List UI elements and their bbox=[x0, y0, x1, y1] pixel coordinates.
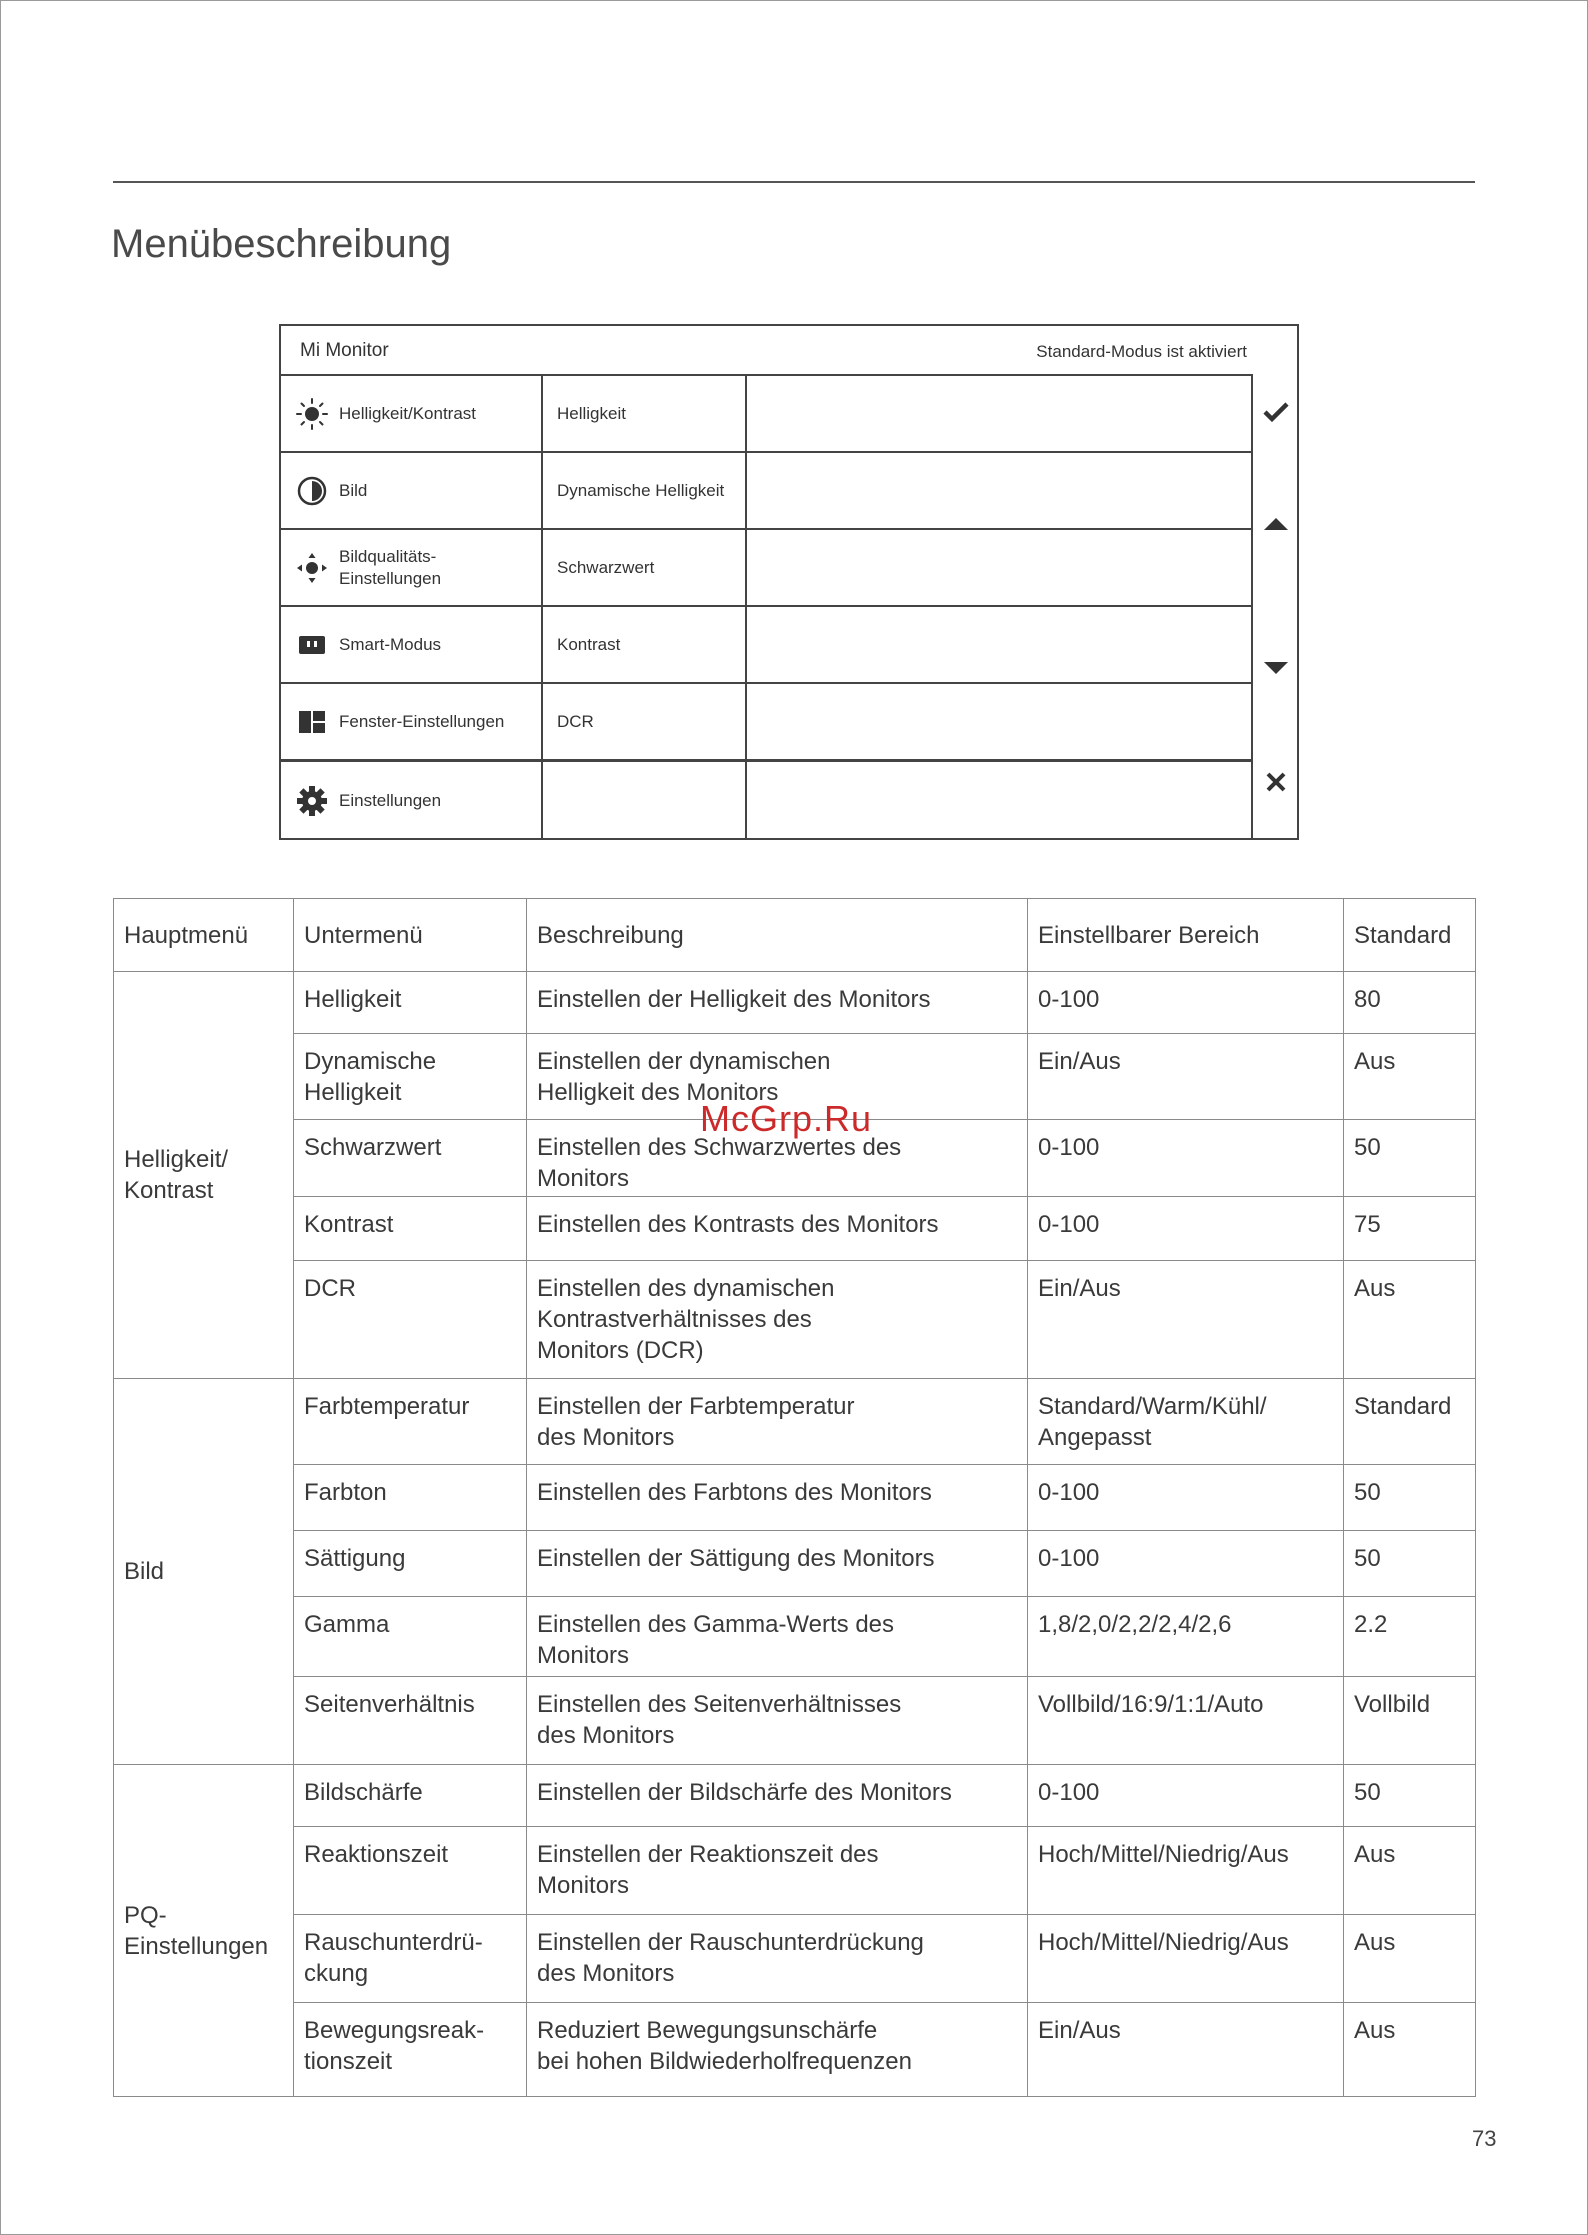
description-cell: Einstellen der Reaktionszeit des Monitors bbox=[527, 1827, 1028, 1915]
header-default: Standard bbox=[1344, 899, 1476, 972]
table-row bbox=[114, 1915, 1476, 2003]
range-cell: Standard/Warm/Kühl/ Angepasst bbox=[1028, 1379, 1344, 1465]
description-cell: Einstellen der Bildschärfe des Monitors bbox=[527, 1765, 1028, 1827]
table-row bbox=[114, 1827, 1476, 1915]
range-cell: Vollbild/16:9/1:1/Auto bbox=[1028, 1677, 1344, 1765]
default-cell: 50 bbox=[1344, 1765, 1476, 1827]
contrast-circle-icon bbox=[295, 474, 329, 508]
osd-value-area bbox=[747, 530, 1251, 605]
range-cell: Hoch/Mittel/Niedrig/Aus bbox=[1028, 1915, 1344, 2003]
range-cell: 0-100 bbox=[1028, 1765, 1344, 1827]
osd-menu-label: Bildqualitäts- Einstellungen bbox=[339, 546, 442, 588]
osd-value-area bbox=[747, 607, 1251, 682]
smart-mode-icon bbox=[295, 628, 329, 662]
table-row bbox=[114, 1531, 1476, 1597]
table-row bbox=[114, 1197, 1476, 1261]
osd-menu-label: Fenster-Einstellungen bbox=[339, 711, 505, 731]
osd-row-settings[interactable] bbox=[281, 761, 1251, 840]
submenu-cell: Reaktionszeit bbox=[294, 1827, 527, 1915]
default-cell: 2.2 bbox=[1344, 1597, 1476, 1677]
osd-menu-label: Helligkeit/Kontrast bbox=[339, 403, 477, 423]
osd-row-smart-mode[interactable] bbox=[281, 607, 1251, 684]
submenu-cell: DCR bbox=[294, 1261, 527, 1379]
main-menu-cell: PQ- Einstellungen bbox=[114, 1765, 294, 2097]
default-cell: 75 bbox=[1344, 1197, 1476, 1261]
submenu-cell: Schwarzwert bbox=[294, 1120, 527, 1197]
submenu-cell: Bewegungsreak- tionszeit bbox=[294, 2003, 527, 2097]
table-row bbox=[114, 972, 1476, 1034]
gear-icon bbox=[295, 784, 329, 818]
description-cell: Einstellen des Seitenverhältnisses des Monitors bbox=[527, 1677, 1028, 1765]
sun-icon bbox=[295, 397, 329, 431]
range-cell: 0-100 bbox=[1028, 1120, 1344, 1197]
osd-submenu-label: Kontrast bbox=[557, 634, 621, 654]
description-cell: Einstellen des Schwarzwertes des Monitors bbox=[527, 1120, 1028, 1197]
description-cell: Einstellen des Gamma-Werts des Monitors bbox=[527, 1597, 1028, 1677]
default-cell: Aus bbox=[1344, 1261, 1476, 1379]
range-cell: 0-100 bbox=[1028, 1197, 1344, 1261]
header-submenu: Untermenü bbox=[294, 899, 527, 972]
range-cell: Hoch/Mittel/Niedrig/Aus bbox=[1028, 1827, 1344, 1915]
osd-header bbox=[281, 326, 1297, 376]
close-icon[interactable] bbox=[1253, 762, 1299, 802]
osd-panel bbox=[279, 324, 1299, 840]
osd-submenu-label: Dynamische Helligkeit bbox=[557, 480, 725, 500]
osd-menu-label: Einstellungen bbox=[339, 791, 442, 810]
description-cell: Einstellen des dynamischen Kontrastverhältnisses des Monitors (DCR) bbox=[527, 1261, 1028, 1379]
description-cell: Einstellen des Farbtons des Monitors bbox=[527, 1465, 1028, 1531]
osd-submenu-label: Schwarzwert bbox=[557, 557, 655, 577]
submenu-cell: Farbton bbox=[294, 1465, 527, 1531]
header-description: Beschreibung bbox=[527, 899, 1028, 972]
description-cell: Einstellen des Kontrasts des Monitors bbox=[527, 1197, 1028, 1261]
range-cell: 1,8/2,0/2,2/2,4/2,6 bbox=[1028, 1597, 1344, 1677]
description-cell: Einstellen der Helligkeit des Monitors bbox=[527, 972, 1028, 1034]
top-rule bbox=[113, 181, 1475, 183]
header-range: Einstellbarer Bereich bbox=[1028, 899, 1344, 972]
submenu-cell: Farbtemperatur bbox=[294, 1379, 527, 1465]
osd-side-controls bbox=[1253, 374, 1299, 840]
description-cell: Reduziert Bewegungsunschärfe bei hohen Bildwiederholfrequenzen bbox=[527, 2003, 1028, 2097]
default-cell: Aus bbox=[1344, 1827, 1476, 1915]
osd-value-area bbox=[747, 376, 1251, 451]
osd-menu-grid bbox=[281, 374, 1253, 840]
table-row bbox=[114, 2003, 1476, 2097]
up-arrow-icon[interactable] bbox=[1253, 504, 1299, 544]
osd-value-area bbox=[747, 762, 1251, 840]
range-cell: 0-100 bbox=[1028, 972, 1344, 1034]
default-cell: Aus bbox=[1344, 1034, 1476, 1120]
submenu-cell: Bildschärfe bbox=[294, 1765, 527, 1827]
menu-description-table bbox=[113, 898, 1476, 2097]
table-row bbox=[114, 1765, 1476, 1827]
default-cell: Standard bbox=[1344, 1379, 1476, 1465]
osd-row-picture[interactable] bbox=[281, 453, 1251, 530]
table-row bbox=[114, 1261, 1476, 1379]
table-row bbox=[114, 1677, 1476, 1765]
page-number: 73 bbox=[1472, 2126, 1497, 2151]
table-row bbox=[114, 1379, 1476, 1465]
range-cell: Ein/Aus bbox=[1028, 1034, 1344, 1120]
window-layout-icon bbox=[295, 705, 329, 739]
default-cell: Vollbild bbox=[1344, 1677, 1476, 1765]
header-main-menu: Hauptmenü bbox=[114, 899, 294, 972]
submenu-cell: Kontrast bbox=[294, 1197, 527, 1261]
default-cell: 80 bbox=[1344, 972, 1476, 1034]
osd-row-pq[interactable] bbox=[281, 530, 1251, 607]
range-cell: Ein/Aus bbox=[1028, 2003, 1344, 2097]
description-cell: Einstellen der Sättigung des Monitors bbox=[527, 1531, 1028, 1597]
osd-row-window[interactable] bbox=[281, 684, 1251, 761]
description-cell: Einstellen der Rauschunterdrückung des Monitors bbox=[527, 1915, 1028, 2003]
osd-submenu-label: DCR bbox=[557, 711, 594, 731]
table-row bbox=[114, 1597, 1476, 1677]
submenu-cell: Dynamische Helligkeit bbox=[294, 1034, 527, 1120]
check-icon[interactable] bbox=[1253, 392, 1299, 432]
down-arrow-icon[interactable] bbox=[1253, 648, 1299, 688]
main-menu-cell: Helligkeit/ Kontrast bbox=[114, 972, 294, 1379]
submenu-cell: Seitenverhältnis bbox=[294, 1677, 527, 1765]
watermark: McGrp.Ru bbox=[700, 1098, 873, 1139]
table-header-row bbox=[114, 899, 1476, 972]
osd-row-brightness[interactable] bbox=[281, 376, 1251, 453]
description-cell: Einstellen der dynamischen Helligkeit des Monitors bbox=[527, 1034, 1028, 1120]
default-cell: 50 bbox=[1344, 1531, 1476, 1597]
submenu-cell: Gamma bbox=[294, 1597, 527, 1677]
osd-value-area bbox=[747, 453, 1251, 528]
osd-menu-label: Bild bbox=[339, 480, 368, 500]
range-cell: Ein/Aus bbox=[1028, 1261, 1344, 1379]
main-menu-cell: Bild bbox=[114, 1379, 294, 1765]
osd-mode-status: Standard-Modus ist aktiviert bbox=[1036, 342, 1247, 361]
osd-menu-label: Smart-Modus bbox=[339, 634, 442, 654]
osd-brand: Mi Monitor bbox=[300, 340, 389, 361]
page-title: Menübeschreibung bbox=[111, 222, 452, 266]
table-row bbox=[114, 1465, 1476, 1531]
submenu-cell: Helligkeit bbox=[294, 972, 527, 1034]
default-cell: 50 bbox=[1344, 1465, 1476, 1531]
default-cell: 50 bbox=[1344, 1120, 1476, 1197]
description-cell: Einstellen der Farbtemperatur des Monitors bbox=[527, 1379, 1028, 1465]
range-cell: 0-100 bbox=[1028, 1531, 1344, 1597]
default-cell: Aus bbox=[1344, 2003, 1476, 2097]
submenu-cell: Sättigung bbox=[294, 1531, 527, 1597]
direction-dot-icon bbox=[295, 551, 329, 585]
osd-value-area bbox=[747, 684, 1251, 759]
default-cell: Aus bbox=[1344, 1915, 1476, 2003]
submenu-cell: Rauschunterdrü- ckung bbox=[294, 1915, 527, 2003]
osd-submenu-label: Helligkeit bbox=[557, 403, 626, 423]
range-cell: 0-100 bbox=[1028, 1465, 1344, 1531]
